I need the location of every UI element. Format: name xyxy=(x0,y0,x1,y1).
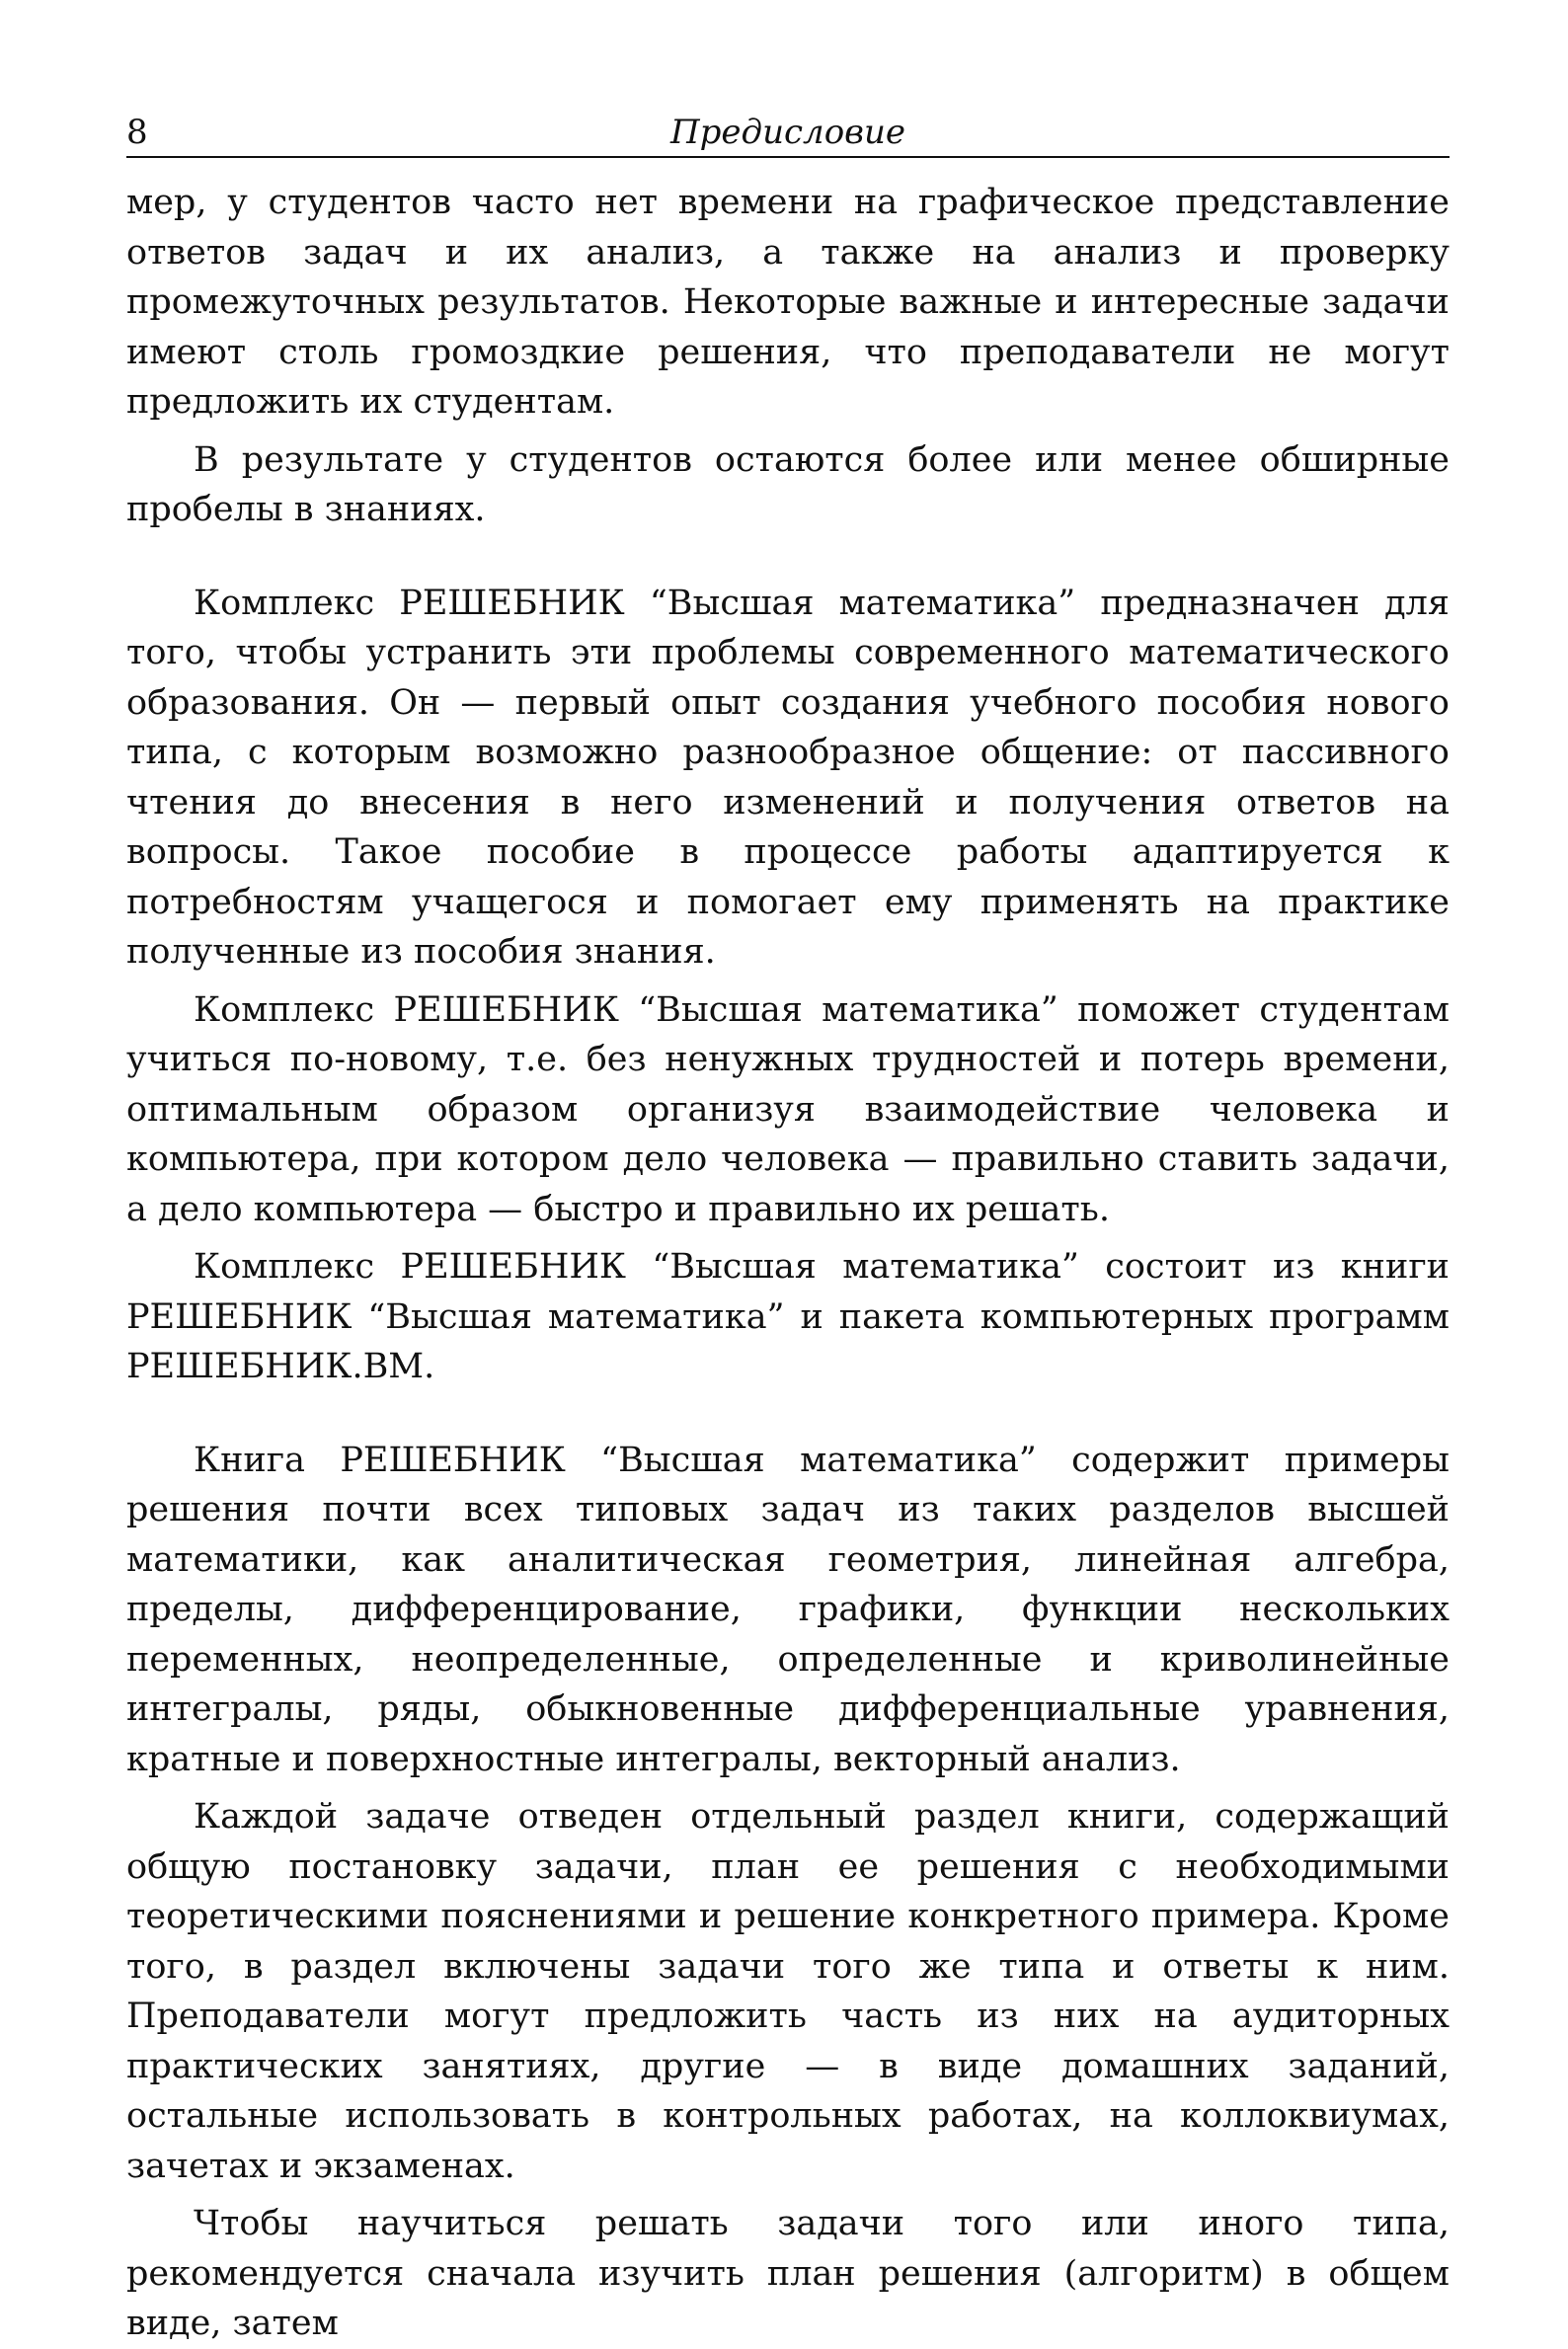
paragraph: Чтобы научиться решать задачи того или иного типа, рекомендуется сначала изучить план решения (алгоритм) в общем виде, затем xyxy=(126,2204,1450,2343)
paragraph: В результате у студентов остаются более или менее обширные пробелы в знаниях. xyxy=(126,439,1450,529)
paragraph: Каждой задаче отведен отдельный раздел книги, содержащий общую постановку задачи, план ее решения с необходимыми теоретическими пояснениями и решение конкретного примера. Кроме того, в раздел включены задачи того же типа и ответы к ним. Преподаватели могут предложить часть из них на аудиторных практических занятиях, другие — в виде домашних заданий, остальные использовать в контрольных работах, на коллоквиумах, зачетах и экзаменах. xyxy=(126,1797,1450,2186)
paragraph: Комплекс РЕШЕБНИК “Высшая математика” предназначен для того, чтобы устранить эти проблемы современного математического образования. Он — первый опыт создания учебного пособия нового типа, с которым возможно разнообразное общение: от пассивного чтения до внесения в него изменений и получения ответов на вопросы. Такое пособие в процессе работы адаптируется к потребностям учащегося и помогает ему применять на практике полученные из пособия знания. xyxy=(126,583,1450,972)
paragraph: Комплекс РЕШЕБНИК “Высшая математика” состоит из книги РЕШЕБНИК “Высшая математика” и пакета компьютерных программ РЕШЕБНИК.ВМ. xyxy=(126,1247,1450,1386)
paragraph: Комплекс РЕШЕБНИК “Высшая математика” поможет студентам учиться по-новому, т.е. без ненужных трудностей и потерь времени, оптимальным образом организуя взаимодействие человека и компьютера, при котором дело человека — правильно ставить задачи, а дело компьютера — быстро и правильно их решать. xyxy=(126,989,1450,1229)
page-body xyxy=(126,178,1450,2349)
paragraph-continuation: мер, у студентов часто нет времени на графическое представление ответов задач и их анализ, а также на анализ и проверку промежуточных результатов. Некоторые важные и интересные задачи имеют столь громоздкие решения, что преподаватели не могут предложить их студентам. xyxy=(126,183,1450,422)
page-header xyxy=(126,111,1450,158)
page-number: 8 xyxy=(126,113,148,152)
paragraph: Книга РЕШЕБНИК “Высшая математика” содержит примеры решения почти всех типовых задач из таких разделов высшей математики, как аналитическая геометрия, линейная алгебра, пределы, дифференцирование, графики, функции нескольких переменных, неопределенные, определенные и криволинейные интегралы, ряды, обыкновенные дифференциальные уравнения, кратные и поверхностные интегралы, векторный анализ. xyxy=(126,1440,1450,1779)
running-head: Предисловие xyxy=(670,113,905,152)
book-page xyxy=(126,111,1450,2343)
